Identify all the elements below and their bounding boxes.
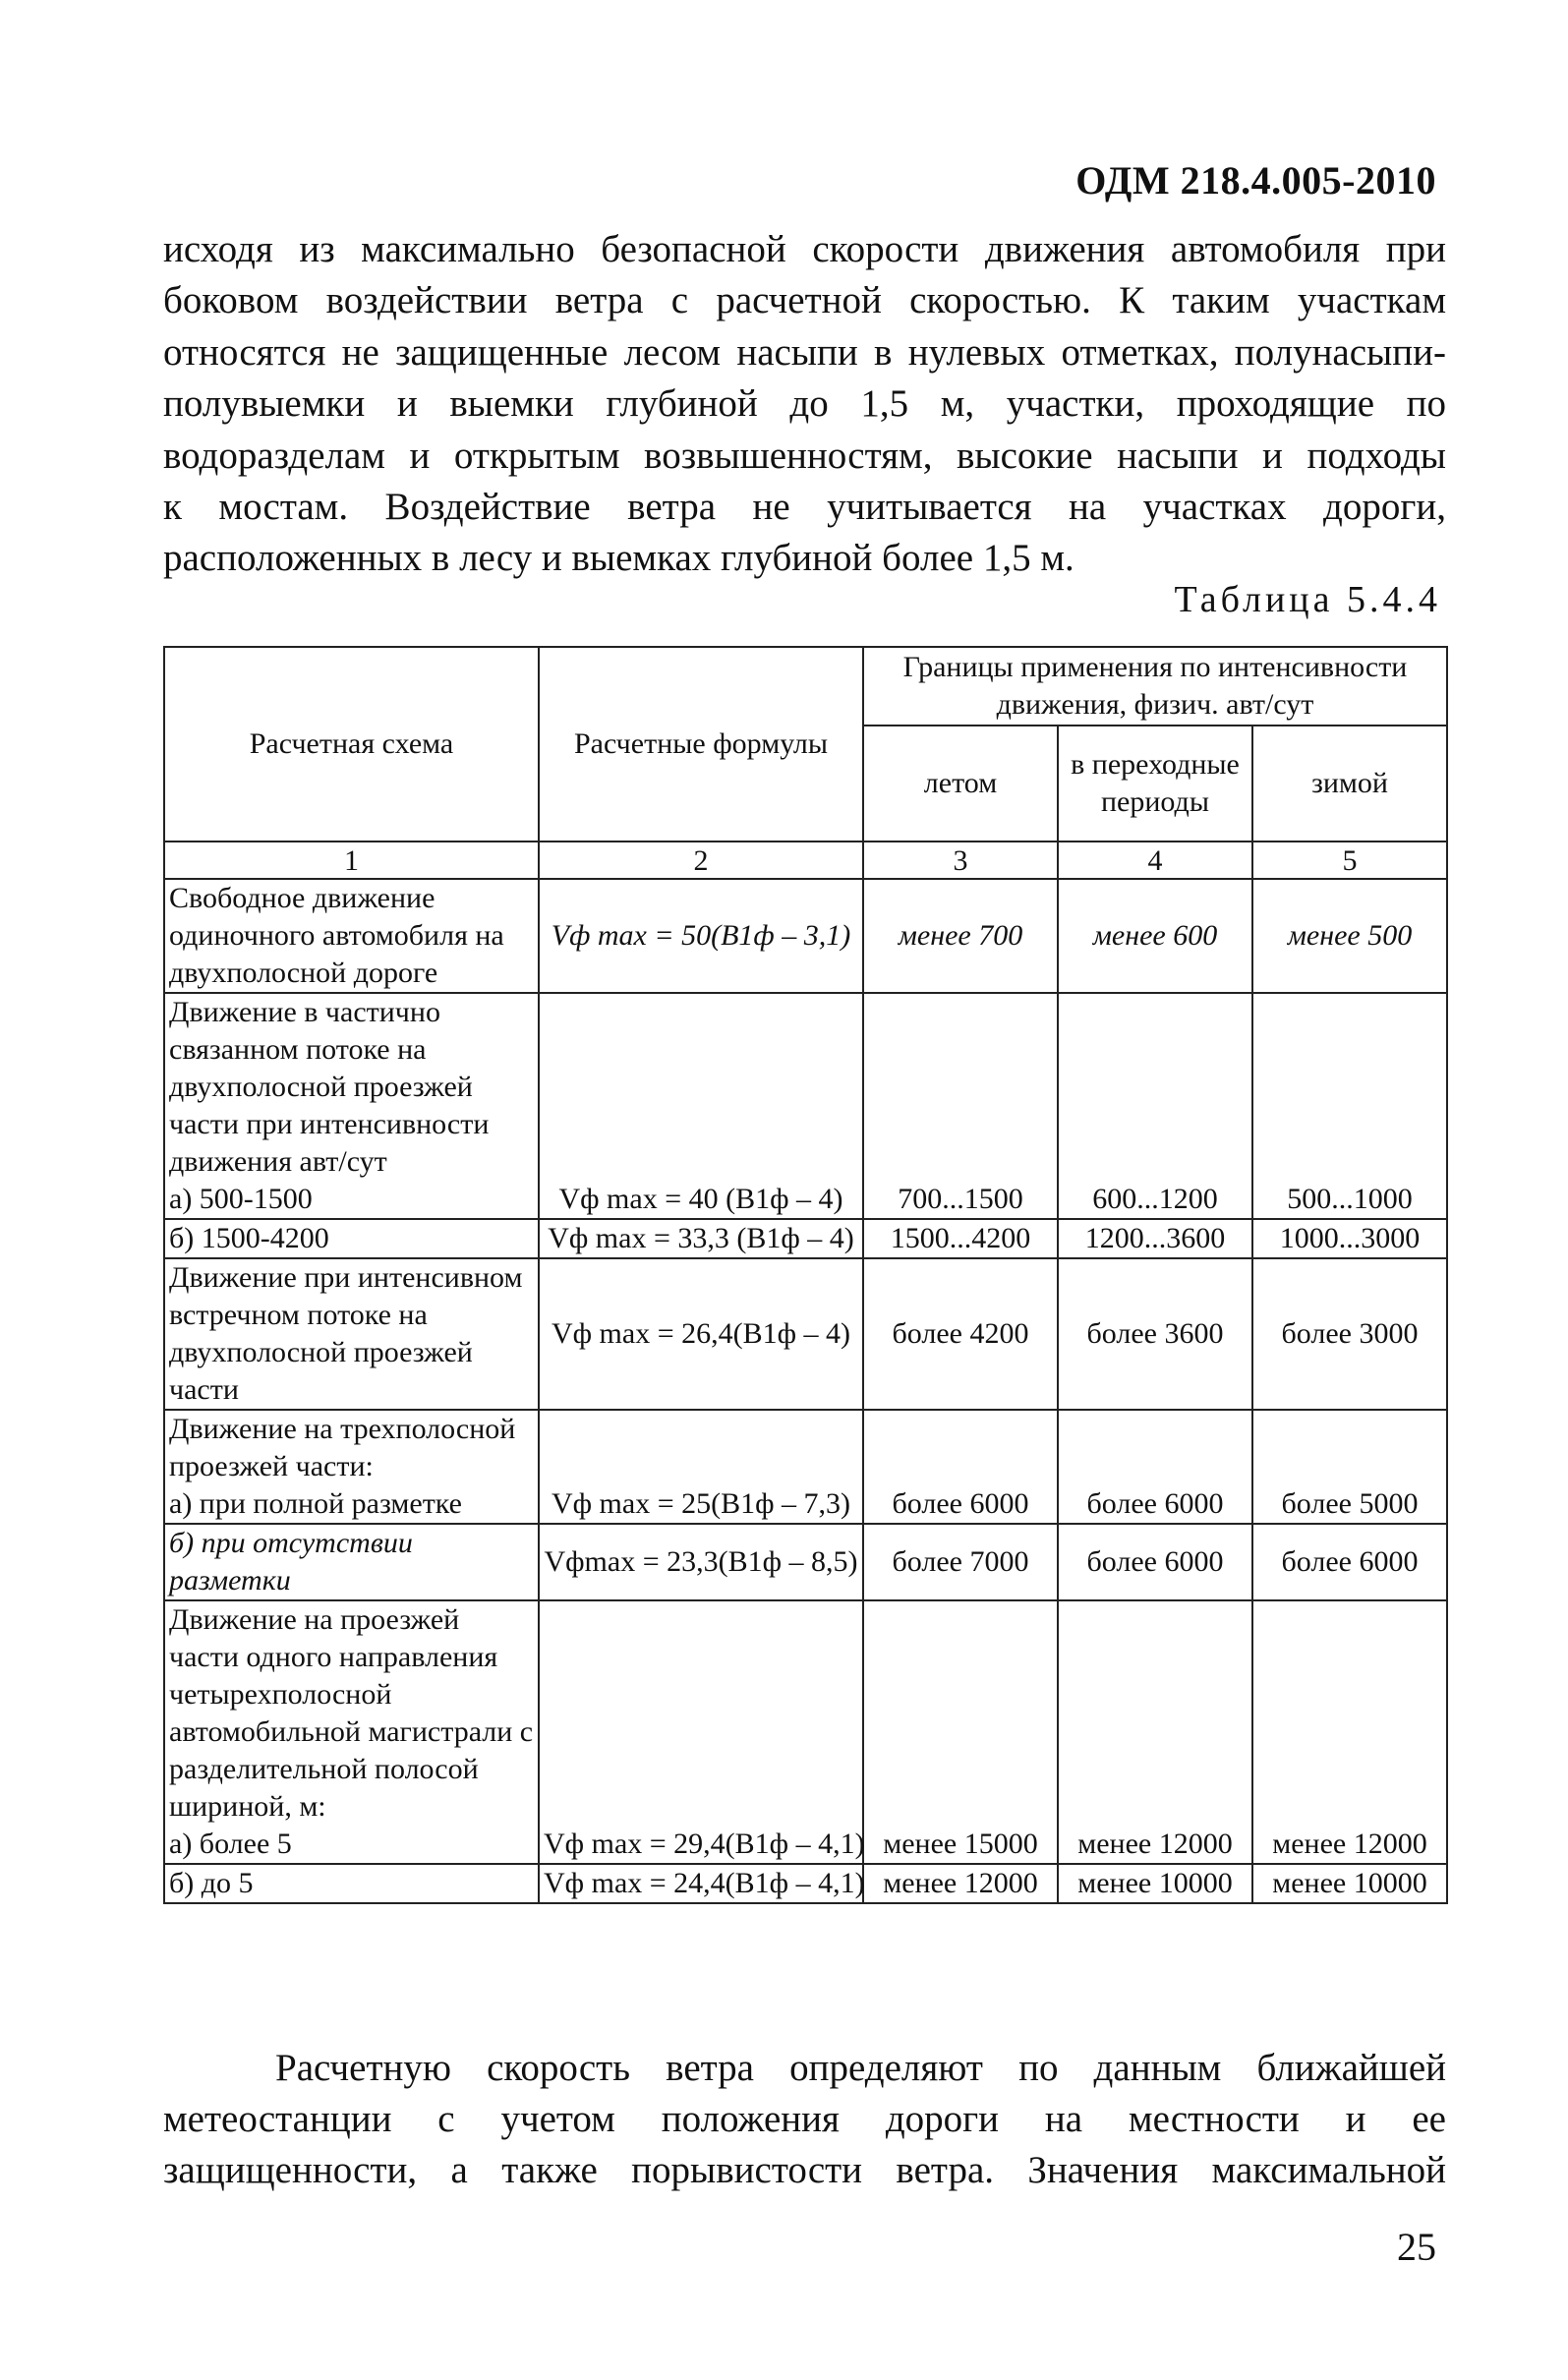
summer-cell: 700...1500 xyxy=(863,993,1058,1219)
header-summer: летом xyxy=(863,726,1058,842)
scheme-text: Движение в частично связанном потоке на двухполосной проезжей части при интенсивности движения авт/сут xyxy=(169,996,490,1178)
header-formulas: Расчетные формулы xyxy=(539,647,863,842)
winter-cell: более 5000 xyxy=(1252,1410,1447,1524)
col-number: 5 xyxy=(1252,842,1447,879)
table-row xyxy=(164,1219,1447,1258)
scheme-cell xyxy=(164,993,539,1219)
scheme-text: Движение на трехполосной проезжей части: xyxy=(169,1413,516,1482)
scheme-cell: б) при отсутствии разметки xyxy=(164,1524,539,1600)
transition-cell: 1200...3600 xyxy=(1058,1219,1252,1258)
formula-cell: Vф max = 33,3 (B1ф – 4) xyxy=(539,1219,863,1258)
col-number: 1 xyxy=(164,842,539,879)
scheme-subitem: а) 500-1500 xyxy=(169,1183,313,1215)
scheme-cell xyxy=(164,1600,539,1864)
paragraph-line: полувыемки и выемки глубиной до 1,5 м, участки, проходящие по xyxy=(163,382,1446,426)
winter-cell: 500...1000 xyxy=(1252,993,1447,1219)
col-number: 2 xyxy=(539,842,863,879)
formula-cell: Vф max = 29,4(B1ф – 4,1) xyxy=(539,1600,863,1864)
header-limits-group: Границы применения по интенсивности движения, физич. авт/сут xyxy=(863,647,1447,726)
paragraph-line: водоразделам и открытым возвышенностям, высокие насыпи и подходы xyxy=(163,434,1446,477)
formula-cell: Vфmax = 23,3(B1ф – 8,5) xyxy=(539,1524,863,1600)
formula-cell: Vф max = 50(B1ф – 3,1) xyxy=(539,879,863,993)
summer-cell: менее 15000 xyxy=(863,1600,1058,1864)
page-number: 25 xyxy=(1397,2225,1436,2269)
paragraph-line: исходя из максимально безопасной скорости движения автомобиля при xyxy=(163,228,1446,270)
header-transition: в переходные периоды xyxy=(1058,726,1252,842)
paragraph-line: защищенности, а также порывистости ветра. Значения максимальной xyxy=(163,2149,1446,2191)
winter-cell: менее 10000 xyxy=(1252,1864,1447,1903)
winter-cell: менее 500 xyxy=(1252,879,1447,993)
table-row xyxy=(164,1600,1447,1864)
transition-cell: более 6000 xyxy=(1058,1524,1252,1600)
scheme-cell: б) 1500-4200 xyxy=(164,1219,539,1258)
scheme-cell xyxy=(164,1410,539,1524)
transition-cell: менее 600 xyxy=(1058,879,1252,993)
scheme-subitem: а) при полной разметке xyxy=(169,1487,462,1520)
scheme-cell: Движение при интенсивном встречном потоке на двухполосной проезжей части xyxy=(164,1258,539,1410)
winter-cell: менее 12000 xyxy=(1252,1600,1447,1864)
formula-cell: Vф max = 40 (B1ф – 4) xyxy=(539,993,863,1219)
paragraph-line: метеостанции с учетом положения дороги на местности и ее xyxy=(163,2098,1446,2140)
formula-cell: Vф max = 24,4(B1ф – 4,1) xyxy=(539,1864,863,1903)
formula-cell: Vф max = 26,4(B1ф – 4) xyxy=(539,1258,863,1410)
winter-cell: 1000...3000 xyxy=(1252,1219,1447,1258)
table-row xyxy=(164,1524,1447,1600)
transition-cell: менее 10000 xyxy=(1058,1864,1252,1903)
table-row xyxy=(164,1410,1447,1524)
summer-cell: более 6000 xyxy=(863,1410,1058,1524)
col-number: 4 xyxy=(1058,842,1252,879)
scheme-text: Движение на проезжей части одного направления четырехполосной автомобильной магистрали с разделительной полосой шириной, м: xyxy=(169,1603,534,1823)
header-winter: зимой xyxy=(1252,726,1447,842)
summer-cell: менее 12000 xyxy=(863,1864,1058,1903)
scheme-cell: Свободное движение одиночного автомобиля на двухполосной дороге xyxy=(164,879,539,993)
paragraph-line: относятся не защищенные лесом насыпи в нулевых отметках, полунасыпи- xyxy=(163,330,1446,374)
paragraph-line: Расчетную скорость ветра определяют по данным ближайшей xyxy=(275,2047,1446,2089)
scheme-subitem: а) более 5 xyxy=(169,1828,292,1860)
table-row xyxy=(164,993,1447,1219)
speed-limits-table xyxy=(163,646,1448,1904)
table-row xyxy=(164,1258,1447,1410)
scheme-cell: б) до 5 xyxy=(164,1864,539,1903)
summer-cell: 1500...4200 xyxy=(863,1219,1058,1258)
summer-cell: более 4200 xyxy=(863,1258,1058,1410)
formula-cell: Vф max = 25(B1ф – 7,3) xyxy=(539,1410,863,1524)
paragraph-line: расположенных в лесу и выемках глубиной более 1,5 м. xyxy=(163,537,1074,580)
paragraph-line: боковом воздействии ветра с расчетной скоростью. К таким участкам xyxy=(163,279,1446,322)
summer-cell: более 7000 xyxy=(863,1524,1058,1600)
winter-cell: более 3000 xyxy=(1252,1258,1447,1410)
table-row xyxy=(164,1864,1447,1903)
summer-cell: менее 700 xyxy=(863,879,1058,993)
paragraph-line: к мостам. Воздействие ветра не учитывается на участках дороги, xyxy=(163,486,1446,529)
document-number: ОДМ 218.4.005-2010 xyxy=(1075,158,1436,203)
transition-cell: менее 12000 xyxy=(1058,1600,1252,1864)
table-row xyxy=(164,879,1447,993)
intro-paragraph xyxy=(163,224,1446,585)
transition-cell: более 6000 xyxy=(1058,1410,1252,1524)
winter-cell: более 6000 xyxy=(1252,1524,1447,1600)
transition-cell: более 3600 xyxy=(1058,1258,1252,1410)
header-scheme: Расчетная схема xyxy=(164,647,539,842)
closing-paragraph xyxy=(163,2043,1446,2196)
transition-cell: 600...1200 xyxy=(1058,993,1252,1219)
table-caption: Таблица 5.4.4 xyxy=(1174,579,1441,620)
col-number: 3 xyxy=(863,842,1058,879)
